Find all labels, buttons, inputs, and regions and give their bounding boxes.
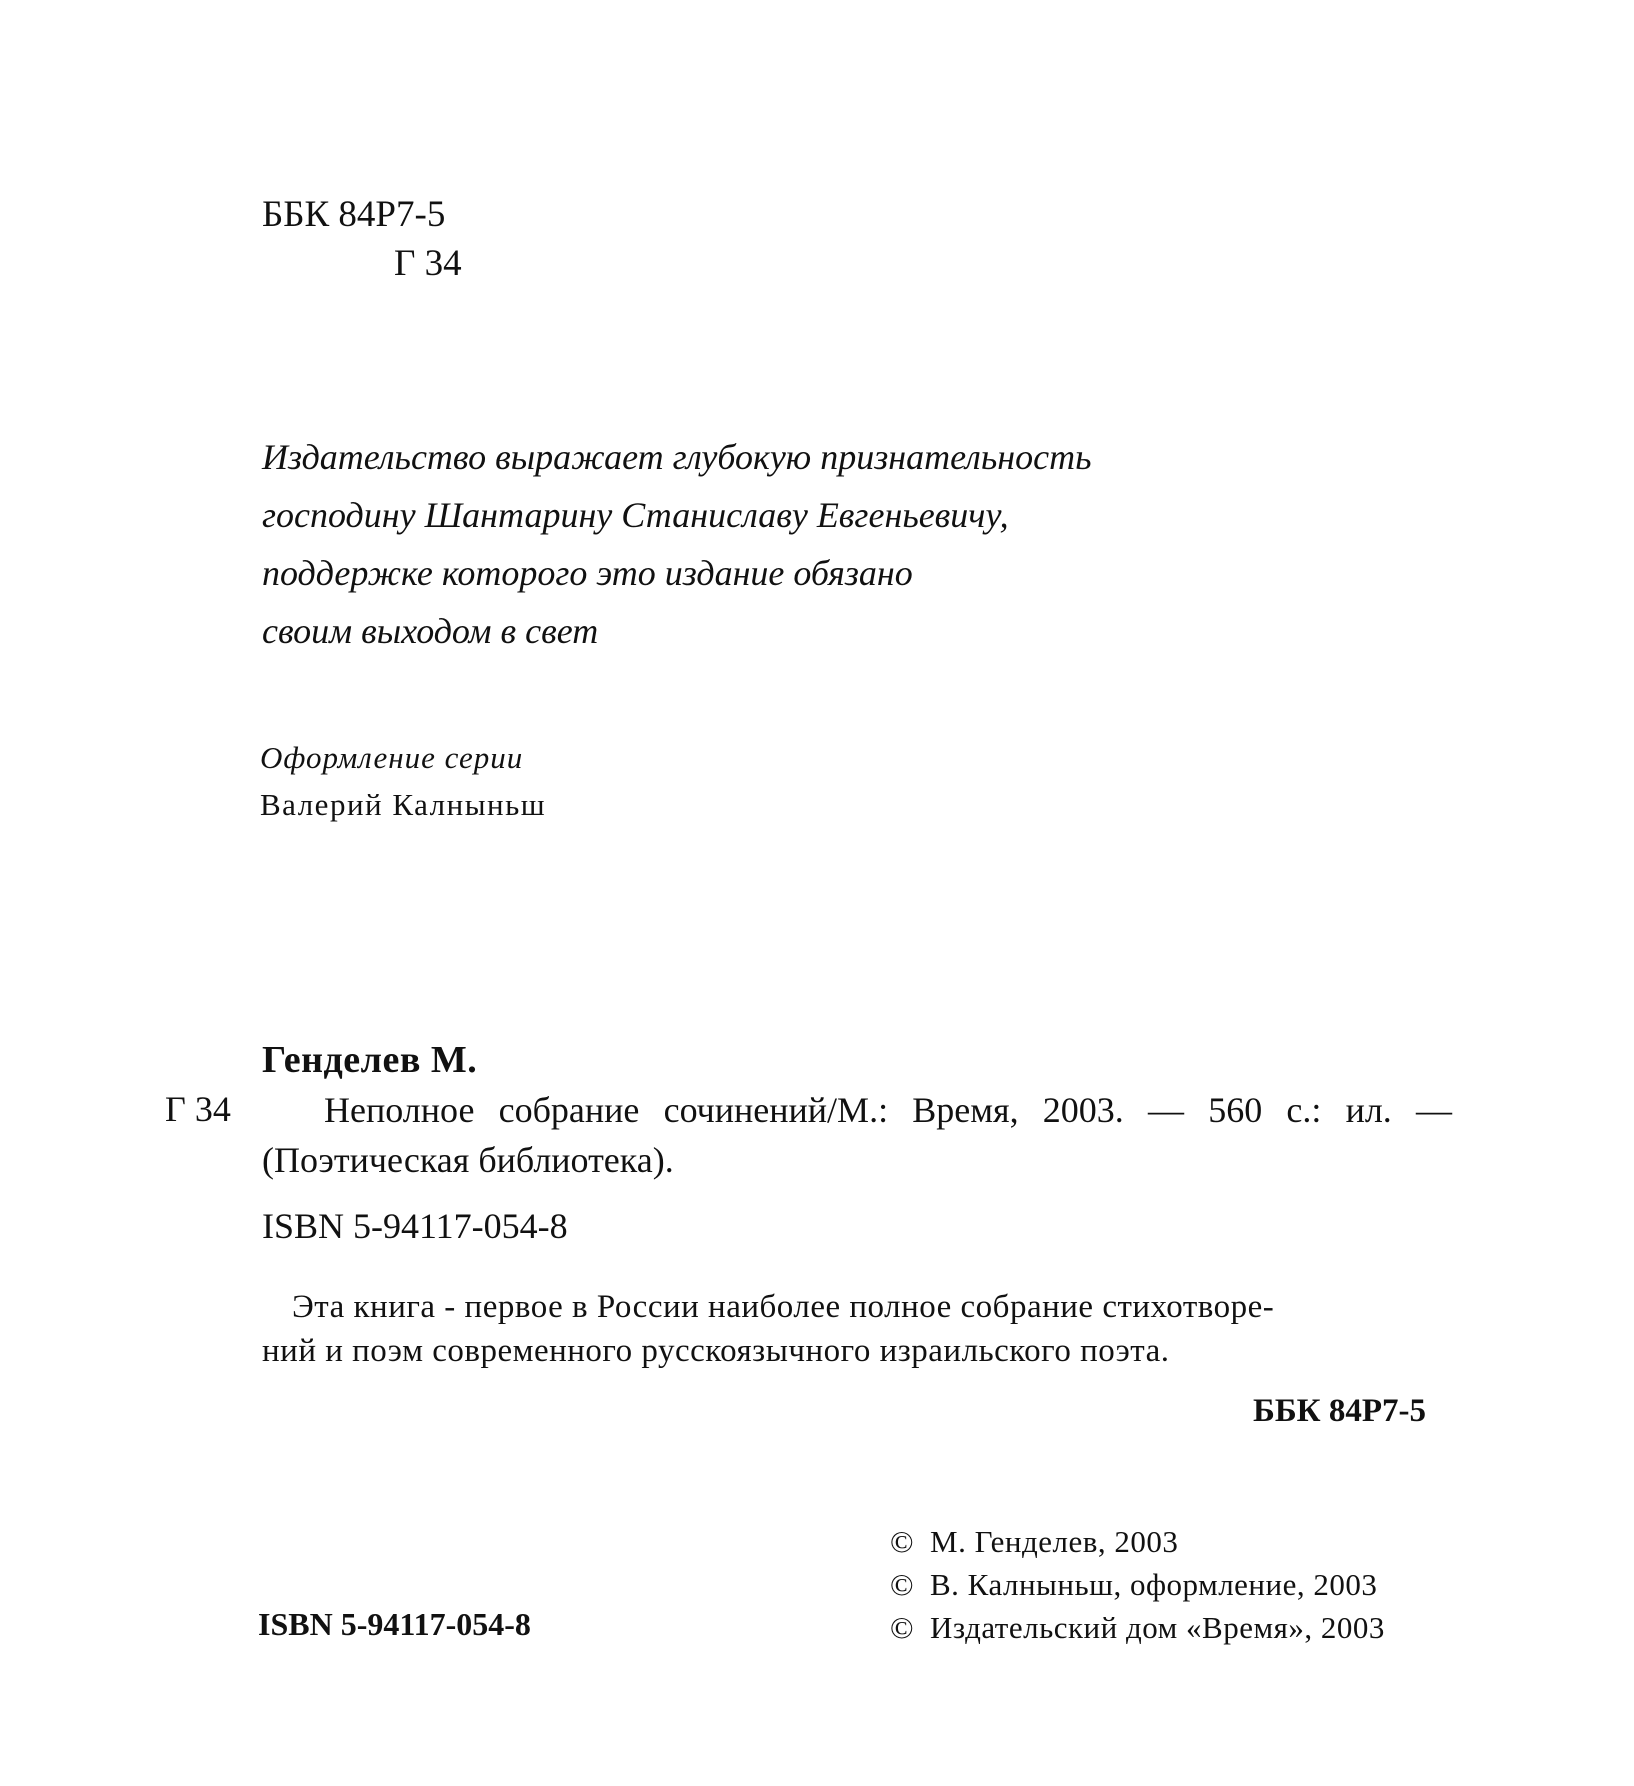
author-mark-top: Г 34 xyxy=(394,243,462,284)
copyright-text: В. Калныньш, оформление, 2003 xyxy=(930,1567,1378,1602)
copyright-icon: © xyxy=(890,1524,915,1559)
copyright-text: Издательский дом «Время», 2003 xyxy=(930,1610,1385,1645)
catalog-author: Генделев М. xyxy=(262,1039,478,1081)
series-design-label: Оформление серии xyxy=(260,740,524,775)
copyright-text: М. Генделев, 2003 xyxy=(930,1524,1179,1559)
gratitude-line: своим выходом в свет xyxy=(262,611,599,651)
copyright-row xyxy=(890,1606,1385,1649)
footer-isbn: ISBN 5-94117-054-8 xyxy=(258,1606,531,1642)
catalog-index: Г 34 xyxy=(165,1089,231,1129)
copyright-row xyxy=(890,1563,1385,1606)
catalog-annotation xyxy=(262,1285,1452,1373)
copyright-icon: © xyxy=(890,1567,915,1602)
catalog-bbk: ББК 84Р7-5 xyxy=(1253,1393,1426,1429)
catalog-isbn: ISBN 5-94117-054-8 xyxy=(262,1206,568,1246)
annotation-line: Эта книга - первое в России наиболее полное собрание стихотворе- xyxy=(292,1289,1275,1325)
gratitude-note xyxy=(262,428,1262,660)
gratitude-line: господину Шантарину Станиславу Евгеньевичу, xyxy=(262,495,1009,535)
gratitude-line: поддержке которого это издание обязано xyxy=(262,553,913,593)
copyright-icon: © xyxy=(890,1610,915,1645)
catalog-description: Неполное собрание сочинений/М.: Время, 2003. — 560 с.: ил. — (Поэтическая библиотека). xyxy=(262,1090,1452,1180)
series-designer-name: Валерий Калныньш xyxy=(260,787,547,822)
copyright-block xyxy=(890,1520,1385,1649)
copyright-row xyxy=(890,1520,1385,1563)
annotation-line: ний и поэм современного русскоязычного израильского поэта. xyxy=(262,1333,1170,1369)
gratitude-line: Издательство выражает глубокую признательность xyxy=(262,437,1092,477)
bbk-code-top: ББК 84Р7-5 xyxy=(262,194,446,235)
